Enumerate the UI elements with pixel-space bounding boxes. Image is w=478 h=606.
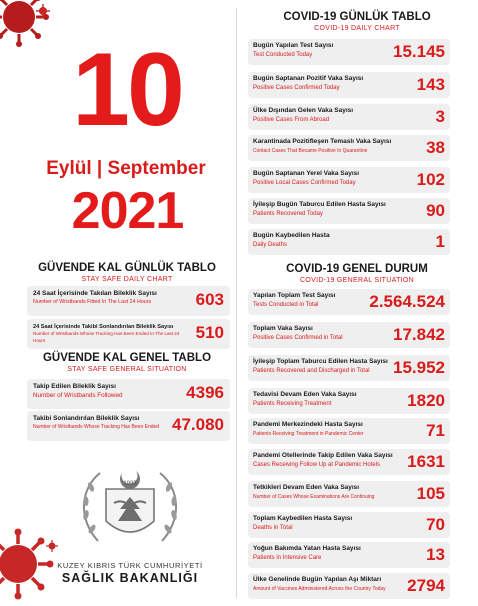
stat-label: Pandemi Merkezindeki Hasta Sayısı	[253, 421, 363, 428]
stat-label: Bugün Yapılan Test Sayısı	[253, 42, 334, 49]
stat-sublabel: Patients Recovered Today	[253, 211, 323, 217]
stay-safe-general-subtitle: STAY SAFE GENERAL SITUATION	[67, 366, 187, 373]
stat-sublabel: Patients Receiving Treatment in Pandemic Center	[253, 431, 364, 437]
stat-label: Tedavisi Devam Eden Vaka Sayısı	[253, 391, 357, 398]
stat-sublabel: Number of Cases Whose Examinations Are Continuing	[253, 494, 375, 500]
year-number: 2021	[71, 182, 184, 240]
stat-value: 2.564.524	[369, 292, 445, 311]
stat-value: 38	[426, 138, 445, 157]
stat-label: 24 Saat İçerisinde Takibi Sonlandırılan Bileklik Sayısı	[33, 324, 174, 330]
stat-value: 47.080	[172, 415, 224, 434]
stat-sublabel: Patients Receiving Treatment	[253, 401, 332, 407]
stat-label: Ülke Genelinde Bugün Yapılan Aşı Miktarı	[253, 576, 382, 583]
stat-sublabel: Number of Wristbands Whose Tracking Has Been Ended	[33, 424, 160, 430]
stay-safe-daily-title: GÜVENDE KAL GÜNLÜK TABLO	[38, 262, 216, 274]
stat-sublabel: Positive Local Cases Confirmed Today	[253, 180, 356, 186]
stat-card	[248, 39, 450, 65]
stay-safe-general-title: GÜVENDE KAL GENEL TABLO	[42, 352, 212, 364]
stat-card	[248, 229, 450, 255]
stat-label: Toplam Kaybedilen Hasta Sayısı	[253, 515, 353, 522]
stat-value: 71	[426, 421, 445, 440]
stat-label: Yoğun Bakımda Yatan Hasta Sayısı	[253, 545, 361, 552]
stat-value: 143	[416, 75, 445, 94]
stat-card	[248, 542, 450, 568]
stat-sublabel: Positive Cases Confirmed in Total	[253, 335, 343, 341]
stat-value: 15.145	[393, 42, 445, 61]
stat-sublabel: Deaths in Total	[253, 525, 293, 531]
stat-value: 510	[195, 323, 224, 342]
stat-value: 70	[426, 515, 445, 534]
stat-card	[27, 286, 230, 316]
stat-sublabel: Patients Recovered and Discharged in Total	[253, 368, 370, 374]
month-label: Eylül | September	[46, 158, 206, 179]
stat-sublabel: Daily Deaths	[253, 242, 288, 248]
stat-label: Pandemi Otellerinde Takip Edilen Vaka Sayısı	[253, 452, 393, 459]
stat-value: 13	[426, 545, 445, 564]
stat-label: Bugün Saptanan Pozitif Vaka Sayısı	[253, 75, 364, 82]
stat-label: Toplam Vaka Sayısı	[253, 325, 313, 332]
stat-card	[248, 388, 450, 414]
stay-safe-daily-subtitle: STAY SAFE DAILY CHART	[81, 276, 173, 283]
stat-card	[248, 322, 450, 348]
stat-card	[248, 198, 450, 224]
stat-value: 2794	[407, 576, 445, 595]
stat-card	[248, 573, 450, 599]
covid-general-subtitle: COVID-19 GENERAL SITUATION	[300, 277, 414, 284]
stat-value: 102	[416, 170, 445, 189]
stat-label: Ülke Dışından Gelen Vaka Sayısı	[253, 107, 354, 114]
stat-card	[248, 512, 450, 538]
emblem-year: 1983	[123, 481, 137, 487]
stat-value: 4396	[186, 383, 224, 402]
stat-sublabel: Patients in Intensive Care	[253, 555, 322, 561]
stat-sublabel: Number of Wristbands Followed	[33, 392, 123, 399]
stat-sublabel: Contact Cases That Became Positive In Quarantine	[253, 148, 368, 154]
stat-sublabel: Test Conducted Today	[253, 52, 313, 58]
virus-icon-small-top	[36, 4, 50, 18]
stat-card	[248, 481, 450, 507]
country-name: KUZEY KIBRIS TÜRK CUMHURİYETİ	[57, 561, 203, 570]
stat-label: Tetkikleri Devam Eden Vaka Sayısı	[253, 484, 360, 491]
stat-sublabel: Amount of Vaccines Administered Across the Country Today	[253, 586, 386, 592]
stat-card	[248, 449, 450, 475]
stat-sublabel: Number of Wristbands Whose Tracking Has Been Ended In The Last 24 Hours	[33, 331, 180, 343]
stat-label: Bugün Kaybedilen Hasta	[253, 232, 330, 239]
stat-value: 1820	[407, 391, 445, 410]
stat-card	[27, 411, 230, 441]
stat-label: İyileşip Bugün Taburcu Edilen Hasta Sayısı	[253, 201, 386, 208]
stat-card	[248, 72, 450, 98]
stat-value: 3	[435, 107, 445, 126]
stat-label: Takibi Sonlandırılan Bileklik Sayısı	[33, 415, 140, 422]
stat-label: İyileşip Toplam Taburcu Edilen Hasta Sayısı	[253, 358, 388, 365]
stat-label: Karantinada Pozitifleşen Temaslı Vaka Sayısı	[253, 138, 392, 145]
ministry-name: SAĞLIK BAKANLIĞI	[61, 571, 199, 585]
stat-sublabel: Positive Cases From Abroad	[253, 117, 330, 123]
stat-sublabel: Positive Cases Confirmed Today	[253, 85, 340, 91]
covid-daily-subtitle: COVID-19 DAILY CHART	[314, 25, 400, 32]
stat-value: 1631	[407, 452, 445, 471]
covid-general-title: COVID-19 GENEL DURUM	[286, 263, 428, 275]
stat-value: 1	[435, 232, 445, 251]
stat-label: 24 Saat İçerisinde Takılan Bileklik Sayısı	[33, 290, 157, 297]
stat-card	[27, 379, 230, 409]
day-number: 10	[72, 32, 182, 148]
virus-icon-small-bottom	[46, 540, 58, 552]
stat-value: 603	[195, 290, 224, 309]
column-divider	[236, 8, 237, 598]
stat-label: Yapılan Toplam Test Sayısı	[253, 292, 336, 299]
stat-sublabel: Number of Wristbands Fitted In The Last 24 Hours	[33, 299, 152, 305]
stat-label: Bugün Saptanan Yerel Vaka Sayısı	[253, 170, 360, 177]
stat-card	[248, 167, 450, 193]
stat-card	[248, 104, 450, 130]
stat-value: 17.842	[393, 325, 445, 344]
stat-card	[248, 135, 450, 161]
stat-sublabel: Cases Receiving Follow Up at Pandemic Hotels	[253, 462, 381, 468]
ministry-emblem-icon	[70, 459, 190, 569]
stat-value: 105	[416, 484, 445, 503]
stat-label: Takip Edilen Bileklik Sayısı	[33, 383, 116, 390]
stat-card	[248, 289, 450, 315]
stat-card	[248, 355, 450, 381]
stat-value: 90	[426, 201, 445, 220]
stat-card	[27, 319, 230, 349]
covid-daily-title: COVID-19 GÜNLÜK TABLO	[283, 11, 431, 23]
stat-value: 15.952	[393, 358, 445, 377]
stat-card	[248, 418, 450, 444]
stat-sublabel: Tests Conducted in Total	[253, 302, 319, 308]
